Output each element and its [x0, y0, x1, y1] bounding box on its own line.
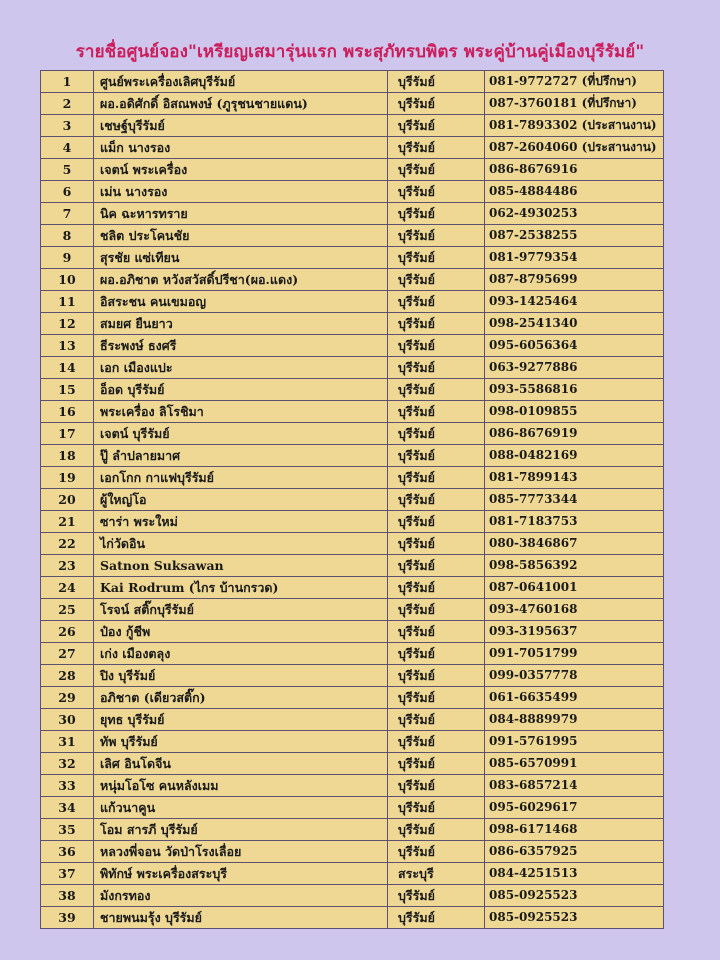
row-number: 18	[41, 445, 94, 467]
row-number: 4	[41, 137, 94, 159]
phone-number: 095-6056364	[485, 335, 664, 357]
table-row	[41, 335, 664, 357]
province: สระบุรี	[388, 863, 485, 885]
center-name: โอม สารภี บุรีรัมย์	[94, 819, 388, 841]
province: บุรีรัมย์	[388, 819, 485, 841]
table-row	[41, 819, 664, 841]
phone-number: 085-0925523	[485, 907, 664, 929]
province: บุรีรัมย์	[388, 489, 485, 511]
province: บุรีรัมย์	[388, 555, 485, 577]
province: บุรีรัมย์	[388, 401, 485, 423]
phone-number: 098-0109855	[485, 401, 664, 423]
table-row	[41, 291, 664, 313]
table-row	[41, 313, 664, 335]
phone-number: 087-2604060 (ประสานงาน)	[485, 137, 664, 159]
row-number: 9	[41, 247, 94, 269]
province: บุรีรัมย์	[388, 445, 485, 467]
center-name: ชลิต ประโคนชัย	[94, 225, 388, 247]
province: บุรีรัมย์	[388, 115, 485, 137]
row-number: 14	[41, 357, 94, 379]
phone-number: 087-2538255	[485, 225, 664, 247]
center-name: ซาร่า พระใหม่	[94, 511, 388, 533]
booking-centers-table	[40, 70, 664, 929]
phone-number: 093-4760168	[485, 599, 664, 621]
phone-number: 084-8889979	[485, 709, 664, 731]
center-name: พิทักษ์ พระเครื่องสระบุรี	[94, 863, 388, 885]
province: บุรีรัมย์	[388, 313, 485, 335]
row-number: 33	[41, 775, 94, 797]
row-number: 39	[41, 907, 94, 929]
phone-number: 085-7773344	[485, 489, 664, 511]
center-name: มังกรทอง	[94, 885, 388, 907]
table-row	[41, 907, 664, 929]
phone-number: 081-9772727 (ที่ปรึกษา)	[485, 71, 664, 93]
phone-number: 085-0925523	[485, 885, 664, 907]
table-row	[41, 863, 664, 885]
center-name: ปู๊ ลำปลายมาศ	[94, 445, 388, 467]
table-row	[41, 709, 664, 731]
phone-number: 098-2541340	[485, 313, 664, 335]
phone-number: 093-1425464	[485, 291, 664, 313]
table-row	[41, 159, 664, 181]
province: บุรีรัมย์	[388, 93, 485, 115]
table-row	[41, 225, 664, 247]
center-name: Kai Rodrum (ไกร บ้านกรวด)	[94, 577, 388, 599]
table-row	[41, 137, 664, 159]
table-row	[41, 555, 664, 577]
center-name: แก้วนาคูน	[94, 797, 388, 819]
center-name: เอกโกก กาแฟบุรีรัมย์	[94, 467, 388, 489]
table-row	[41, 775, 664, 797]
phone-number: 086-8676916	[485, 159, 664, 181]
phone-number: 081-9779354	[485, 247, 664, 269]
phone-number: 061-6635499	[485, 687, 664, 709]
province: บุรีรัมย์	[388, 709, 485, 731]
province: บุรีรัมย์	[388, 511, 485, 533]
row-number: 23	[41, 555, 94, 577]
phone-number: 099-0357778	[485, 665, 664, 687]
table-row	[41, 643, 664, 665]
province: บุรีรัมย์	[388, 533, 485, 555]
center-name: Satnon Suksawan	[94, 555, 388, 577]
province: บุรีรัมย์	[388, 269, 485, 291]
row-number: 6	[41, 181, 94, 203]
row-number: 19	[41, 467, 94, 489]
row-number: 28	[41, 665, 94, 687]
center-name: อิสระชน คนเขมอญ	[94, 291, 388, 313]
province: บุรีรัมย์	[388, 797, 485, 819]
table-row	[41, 467, 664, 489]
phone-number: 088-0482169	[485, 445, 664, 467]
row-number: 25	[41, 599, 94, 621]
province: บุรีรัมย์	[388, 379, 485, 401]
province: บุรีรัมย์	[388, 225, 485, 247]
table-row	[41, 599, 664, 621]
row-number: 31	[41, 731, 94, 753]
phone-number: 095-6029617	[485, 797, 664, 819]
province: บุรีรัมย์	[388, 775, 485, 797]
center-name: ไก่วัดอิน	[94, 533, 388, 555]
table-row	[41, 753, 664, 775]
center-name: เชษฐ์บุรีรัมย์	[94, 115, 388, 137]
table-row	[41, 665, 664, 687]
table-row	[41, 93, 664, 115]
table-row	[41, 379, 664, 401]
row-number: 32	[41, 753, 94, 775]
table-row	[41, 247, 664, 269]
phone-number: 093-3195637	[485, 621, 664, 643]
province: บุรีรัมย์	[388, 731, 485, 753]
province: บุรีรัมย์	[388, 423, 485, 445]
center-name: หลวงพี่จอน วัดป่าโรงเลื่อย	[94, 841, 388, 863]
table-row	[41, 269, 664, 291]
table-row	[41, 489, 664, 511]
row-number: 10	[41, 269, 94, 291]
center-name: แม็ก นางรอง	[94, 137, 388, 159]
table-row	[41, 401, 664, 423]
table-row	[41, 841, 664, 863]
phone-number: 087-3760181 (ที่ปรึกษา)	[485, 93, 664, 115]
province: บุรีรัมย์	[388, 599, 485, 621]
province: บุรีรัมย์	[388, 291, 485, 313]
row-number: 12	[41, 313, 94, 335]
center-name: ยุทธ บุรีรัมย์	[94, 709, 388, 731]
phone-number: 091-5761995	[485, 731, 664, 753]
province: บุรีรัมย์	[388, 621, 485, 643]
row-number: 15	[41, 379, 94, 401]
center-name: ธีระพงษ์ ธงศรี	[94, 335, 388, 357]
table-row	[41, 621, 664, 643]
row-number: 29	[41, 687, 94, 709]
row-number: 11	[41, 291, 94, 313]
center-name: หนุ่มโอโซ คนหลังเมม	[94, 775, 388, 797]
table-row	[41, 511, 664, 533]
phone-number: 084-4251513	[485, 863, 664, 885]
phone-number: 081-7899143	[485, 467, 664, 489]
province: บุรีรัมย์	[388, 665, 485, 687]
phone-number: 080-3846867	[485, 533, 664, 555]
center-name: ทัพ บุรีรัมย์	[94, 731, 388, 753]
row-number: 2	[41, 93, 94, 115]
phone-number: 086-8676919	[485, 423, 664, 445]
table-body	[41, 71, 664, 929]
row-number: 1	[41, 71, 94, 93]
phone-number: 098-6171468	[485, 819, 664, 841]
row-number: 13	[41, 335, 94, 357]
phone-number: 063-9277886	[485, 357, 664, 379]
phone-number: 062-4930253	[485, 203, 664, 225]
row-number: 35	[41, 819, 94, 841]
table-row	[41, 797, 664, 819]
center-name: พระเครื่อง ลิโรชิมา	[94, 401, 388, 423]
row-number: 22	[41, 533, 94, 555]
province: บุรีรัมย์	[388, 643, 485, 665]
center-name: เอก เมืองแปะ	[94, 357, 388, 379]
center-name: นิค ฉะหารทราย	[94, 203, 388, 225]
row-number: 20	[41, 489, 94, 511]
center-name: เจตน์ พระเครื่อง	[94, 159, 388, 181]
province: บุรีรัมย์	[388, 71, 485, 93]
phone-number: 091-7051799	[485, 643, 664, 665]
row-number: 37	[41, 863, 94, 885]
province: บุรีรัมย์	[388, 247, 485, 269]
table-row	[41, 731, 664, 753]
province: บุรีรัมย์	[388, 159, 485, 181]
table-row	[41, 357, 664, 379]
row-number: 26	[41, 621, 94, 643]
document-title: รายชื่อศูนย์จอง"เหรียญเสมารุ่นแรก พระสุภัทรบพิตร พระคู่บ้านคู่เมืองบุรีรัมย์"	[75, 42, 645, 62]
center-name: สุรชัย แซ่เทียน	[94, 247, 388, 269]
center-name: ผอ.อดิศักดิ์ อิสณพงษ์ (ภูรุชนชายแดน)	[94, 93, 388, 115]
table-row	[41, 885, 664, 907]
table-row	[41, 577, 664, 599]
center-name: สมยศ ยืนยาว	[94, 313, 388, 335]
phone-number: 087-8795699	[485, 269, 664, 291]
phone-number: 081-7183753	[485, 511, 664, 533]
table-row	[41, 181, 664, 203]
row-number: 3	[41, 115, 94, 137]
phone-number: 085-4884486	[485, 181, 664, 203]
center-name: โรจน์ สติ๊กบุรีรัมย์	[94, 599, 388, 621]
phone-number: 098-5856392	[485, 555, 664, 577]
center-name: ปิง บุรีรัมย์	[94, 665, 388, 687]
province: บุรีรัมย์	[388, 335, 485, 357]
center-name: เม่น นางรอง	[94, 181, 388, 203]
row-number: 8	[41, 225, 94, 247]
table-row	[41, 115, 664, 137]
phone-number: 093-5586816	[485, 379, 664, 401]
center-name: ศูนย์พระเครื่องเลิศบุรีรัมย์	[94, 71, 388, 93]
row-number: 36	[41, 841, 94, 863]
row-number: 7	[41, 203, 94, 225]
row-number: 38	[41, 885, 94, 907]
province: บุรีรัมย์	[388, 357, 485, 379]
phone-number: 087-0641001	[485, 577, 664, 599]
center-name: ชายพนมรุ้ง บุรีรัมย์	[94, 907, 388, 929]
row-number: 17	[41, 423, 94, 445]
row-number: 30	[41, 709, 94, 731]
row-number: 5	[41, 159, 94, 181]
center-name: อ็อด บุรีรัมย์	[94, 379, 388, 401]
center-name: เลิศ อินโดจีน	[94, 753, 388, 775]
province: บุรีรัมย์	[388, 885, 485, 907]
phone-number: 083-6857214	[485, 775, 664, 797]
center-name: เจตน์ บุรีรัมย์	[94, 423, 388, 445]
province: บุรีรัมย์	[388, 753, 485, 775]
phone-number: 081-7893302 (ประสานงาน)	[485, 115, 664, 137]
table-row	[41, 423, 664, 445]
center-name: ผู้ใหญ่โอ	[94, 489, 388, 511]
row-number: 27	[41, 643, 94, 665]
province: บุรีรัมย์	[388, 467, 485, 489]
table-row	[41, 445, 664, 467]
center-name: ป๋อง กู้ชีพ	[94, 621, 388, 643]
booking-centers-table-wrapper	[40, 70, 664, 929]
table-row	[41, 71, 664, 93]
province: บุรีรัมย์	[388, 577, 485, 599]
province: บุรีรัมย์	[388, 137, 485, 159]
province: บุรีรัมย์	[388, 841, 485, 863]
table-row	[41, 533, 664, 555]
phone-number: 086-6357925	[485, 841, 664, 863]
province: บุรีรัมย์	[388, 687, 485, 709]
province: บุรีรัมย์	[388, 203, 485, 225]
row-number: 24	[41, 577, 94, 599]
table-row	[41, 203, 664, 225]
row-number: 34	[41, 797, 94, 819]
province: บุรีรัมย์	[388, 181, 485, 203]
row-number: 21	[41, 511, 94, 533]
center-name: เก่ง เมืองตลุง	[94, 643, 388, 665]
phone-number: 085-6570991	[485, 753, 664, 775]
center-name: ผอ.อภิชาต หวังสวัสดิ์ปรีชา(ผอ.แดง)	[94, 269, 388, 291]
center-name: อภิชาต (เดียวสติ๊ก)	[94, 687, 388, 709]
row-number: 16	[41, 401, 94, 423]
table-row	[41, 687, 664, 709]
province: บุรีรัมย์	[388, 907, 485, 929]
